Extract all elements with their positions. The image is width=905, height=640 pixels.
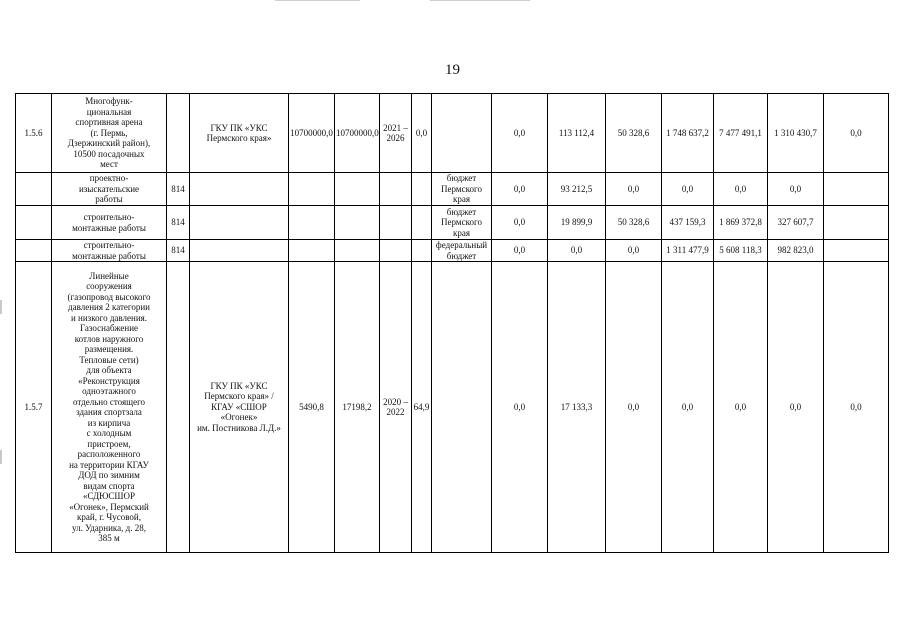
value-5: 1 869 372,8 — [714, 206, 768, 240]
value-4: 0,0 — [662, 173, 714, 206]
budget-code — [167, 262, 190, 553]
row-number: 1.5.7 — [16, 262, 52, 553]
table-row — [16, 262, 889, 553]
value-6: 327 607,7 — [768, 206, 824, 240]
value-6: 982 823,0 — [768, 240, 824, 262]
funding-source — [432, 94, 492, 173]
executor: ГКУ ПК «УКС Пермского края» / КГАУ «СШОР «Огонек» им. Постникова Л.Д.» — [190, 262, 289, 553]
row-number — [16, 206, 52, 240]
row-number — [16, 240, 52, 262]
row-number: 1.5.6 — [16, 94, 52, 173]
cost-value — [335, 173, 380, 206]
value-1: 0,0 — [492, 206, 548, 240]
value-6: 0,0 — [768, 262, 824, 553]
value-6: 1 310 430,7 — [768, 94, 824, 173]
value-2: 19 899,9 — [548, 206, 606, 240]
value-2: 17 133,3 — [548, 262, 606, 553]
value-5: 5 608 118,3 — [714, 240, 768, 262]
value-5: 0,0 — [714, 173, 768, 206]
table-row — [16, 240, 889, 262]
value-3: 0,0 — [606, 262, 662, 553]
period — [380, 206, 412, 240]
value-3: 0,0 — [606, 240, 662, 262]
value-1: 0,0 — [492, 262, 548, 553]
object-name: строительно- монтажные работы — [52, 240, 167, 262]
object-name: проектно- изыскательские работы — [52, 173, 167, 206]
budget-code: 814 — [167, 173, 190, 206]
executor — [190, 240, 289, 262]
value-3: 50 328,6 — [606, 94, 662, 173]
table-row — [16, 94, 889, 173]
cost-value: 17198,2 — [335, 262, 380, 553]
value-4: 0,0 — [662, 262, 714, 553]
funding-source — [432, 262, 492, 553]
table-row — [16, 173, 889, 206]
value-2: 0,0 — [548, 240, 606, 262]
object-name: Многофунк- циональная спортивная арена (г. Пермь, Дзержинский район), 10500 посадочных мест — [52, 94, 167, 173]
budget-table — [15, 93, 889, 553]
value-6: 0,0 — [768, 173, 824, 206]
power-value — [289, 173, 335, 206]
value-1: 0,0 — [492, 173, 548, 206]
row-number — [16, 173, 52, 206]
value-7: 0,0 — [824, 262, 889, 553]
period — [380, 173, 412, 206]
page-number: 19 — [445, 62, 460, 78]
executor — [190, 206, 289, 240]
readiness: 0,0 — [412, 94, 432, 173]
object-name: Линейные сооружения (газопровод высокого давления 2 категории и низкого давления. Газоснабжение котлов наружного размещения. Тепловые сети) для объекта «Реконструкция одноэтажного отдельно стоящего здания спортзала из кирпича с холодным пристроем, расположенного на территории КГАУ ДОД по зимним видам спорта «СДЮСШОР «Огонек», Пермский край, г. Чусовой, ул. Ударника, д. 28, 385 м — [52, 262, 167, 553]
value-2: 93 212,5 — [548, 173, 606, 206]
value-3: 0,0 — [606, 173, 662, 206]
value-4: 1 311 477,9 — [662, 240, 714, 262]
period — [380, 240, 412, 262]
executor: ГКУ ПК «УКС Пермского края» — [190, 94, 289, 173]
value-1: 0,0 — [492, 94, 548, 173]
value-4: 1 748 637,2 — [662, 94, 714, 173]
value-7 — [824, 173, 889, 206]
funding-source: федеральный бюджет — [432, 240, 492, 262]
cost-value: 10700000,0 — [335, 94, 380, 173]
value-1: 0,0 — [492, 240, 548, 262]
readiness — [412, 240, 432, 262]
object-name: строительно- монтажные работы — [52, 206, 167, 240]
readiness — [412, 173, 432, 206]
funding-source: бюджет Пермского края — [432, 173, 492, 206]
budget-code: 814 — [167, 206, 190, 240]
readiness — [412, 206, 432, 240]
value-5: 7 477 491,1 — [714, 94, 768, 173]
budget-code — [167, 94, 190, 173]
cost-value — [335, 206, 380, 240]
value-5: 0,0 — [714, 262, 768, 553]
table-row — [16, 206, 889, 240]
period: 2020 – 2022 — [380, 262, 412, 553]
power-value — [289, 240, 335, 262]
power-value: 10700000,0 — [289, 94, 335, 173]
value-7: 0,0 — [824, 94, 889, 173]
executor — [190, 173, 289, 206]
readiness: 64,9 — [412, 262, 432, 553]
value-4: 437 159,3 — [662, 206, 714, 240]
power-value: 5490,8 — [289, 262, 335, 553]
value-7 — [824, 240, 889, 262]
value-3: 50 328,6 — [606, 206, 662, 240]
budget-code: 814 — [167, 240, 190, 262]
value-2: 113 112,4 — [548, 94, 606, 173]
power-value — [289, 206, 335, 240]
value-7 — [824, 206, 889, 240]
cost-value — [335, 240, 380, 262]
funding-source: бюджет Пермского края — [432, 206, 492, 240]
period: 2021 – 2026 — [380, 94, 412, 173]
